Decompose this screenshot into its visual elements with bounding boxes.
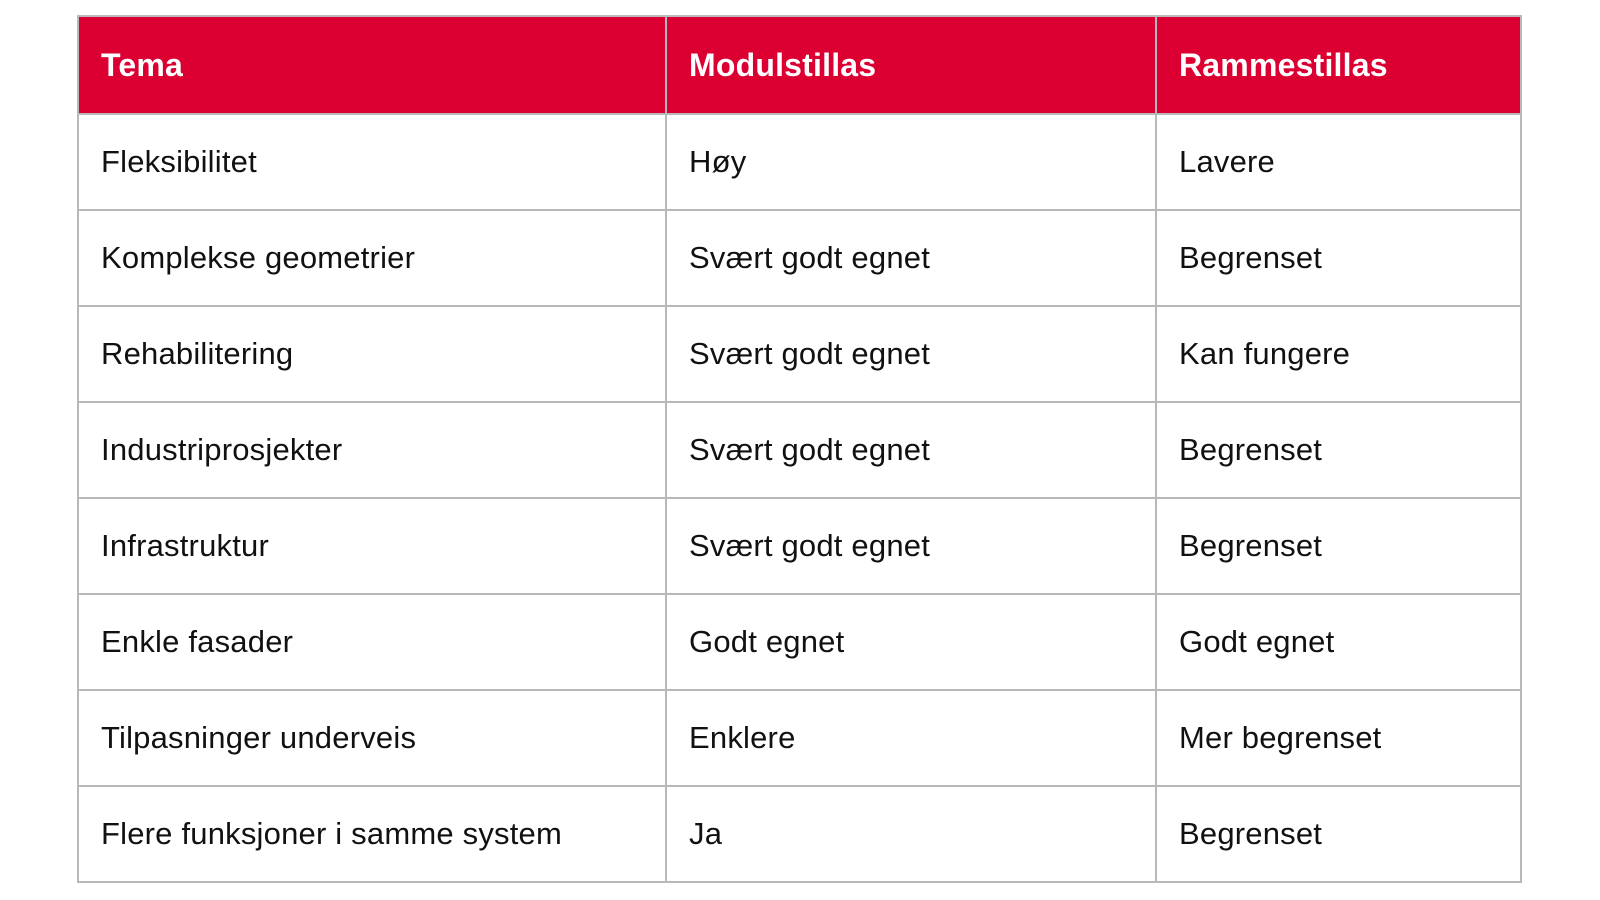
table-body: [78, 114, 1521, 882]
comparison-table-container: [77, 15, 1520, 883]
cell-modulstillas: Godt egnet: [666, 594, 1156, 690]
cell-rammestillas: Lavere: [1156, 114, 1521, 210]
table-row: [78, 306, 1521, 402]
cell-modulstillas: Svært godt egnet: [666, 498, 1156, 594]
header-modulstillas: Modulstillas: [666, 16, 1156, 114]
cell-modulstillas: Høy: [666, 114, 1156, 210]
table-row: [78, 210, 1521, 306]
comparison-table: [77, 15, 1522, 883]
table-row: [78, 594, 1521, 690]
cell-tema: Enkle fasader: [78, 594, 666, 690]
cell-tema: Industriprosjekter: [78, 402, 666, 498]
cell-rammestillas: Begrenset: [1156, 786, 1521, 882]
table-row: [78, 498, 1521, 594]
cell-tema: Flere funksjoner i samme system: [78, 786, 666, 882]
cell-tema: Rehabilitering: [78, 306, 666, 402]
header-tema: Tema: [78, 16, 666, 114]
table-row: [78, 114, 1521, 210]
cell-modulstillas: Svært godt egnet: [666, 402, 1156, 498]
header-rammestillas: Rammestillas: [1156, 16, 1521, 114]
cell-modulstillas: Svært godt egnet: [666, 210, 1156, 306]
cell-tema: Komplekse geometrier: [78, 210, 666, 306]
cell-tema: Fleksibilitet: [78, 114, 666, 210]
table-row: [78, 402, 1521, 498]
table-row: [78, 786, 1521, 882]
cell-rammestillas: Begrenset: [1156, 402, 1521, 498]
cell-modulstillas: Enklere: [666, 690, 1156, 786]
cell-rammestillas: Begrenset: [1156, 498, 1521, 594]
cell-rammestillas: Begrenset: [1156, 210, 1521, 306]
cell-rammestillas: Kan fungere: [1156, 306, 1521, 402]
cell-modulstillas: Svært godt egnet: [666, 306, 1156, 402]
cell-rammestillas: Mer begrenset: [1156, 690, 1521, 786]
cell-rammestillas: Godt egnet: [1156, 594, 1521, 690]
cell-tema: Tilpasninger underveis: [78, 690, 666, 786]
header-row: [78, 16, 1521, 114]
cell-modulstillas: Ja: [666, 786, 1156, 882]
table-header: [78, 16, 1521, 114]
cell-tema: Infrastruktur: [78, 498, 666, 594]
table-row: [78, 690, 1521, 786]
